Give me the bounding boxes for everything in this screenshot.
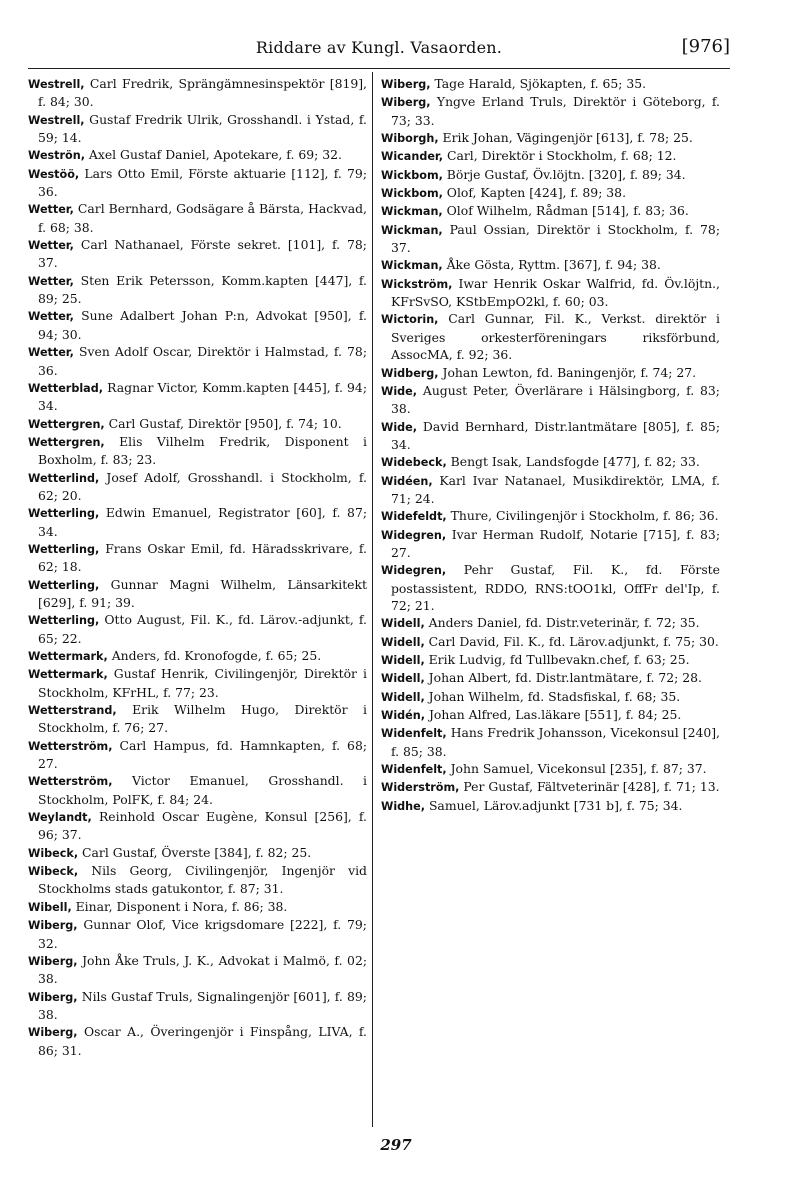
entry-details: Erik Johan, Vägingenjör [613], f. 78; 25. [438, 130, 693, 146]
index-entry [381, 129, 720, 147]
entry-surname: Wibeck, [28, 846, 79, 860]
entry-surname: Wetterling, [28, 614, 100, 628]
entry-details: Carl Nathanael, Förste sekret. [101], f. 78; 37. [38, 237, 367, 271]
entry-details: Axel Gustaf Daniel, Apotekare, f. 69; 32. [84, 147, 342, 163]
index-entry [28, 952, 367, 988]
entry-surname: Wickman, [381, 223, 443, 237]
entry-surname: Widenfelt, [381, 763, 447, 777]
entry-surname: Wetterström, [28, 739, 113, 753]
index-entry [381, 614, 720, 632]
entry-details: Johan Wilhelm, fd. Stadsfiskal, f. 68; 35. [424, 688, 681, 704]
index-entry [381, 184, 720, 202]
index-entry [28, 665, 367, 701]
entry-details: Sven Adolf Oscar, Direktör i Halmstad, f. 78; 36. [38, 344, 367, 378]
index-entry [28, 200, 367, 236]
index-entry [381, 472, 720, 508]
entry-details: Paul Ossian, Direktör i Stockholm, f. 78; 37. [391, 221, 720, 256]
entry-details: Ivar Herman Rudolf, Notarie [715], f. 83; 27. [391, 526, 720, 560]
entry-surname: Widebeck, [381, 456, 447, 470]
entry-surname: Weströn, [28, 149, 85, 163]
entry-details: Iwar Henrik Oskar Walfrid, fd. Öv.löjtn., KFrSvSO, KStbEmpO2kl, f. 60; 03. [391, 275, 720, 310]
entry-surname: Widell, [381, 654, 425, 667]
entry-surname: Wiborgh, [381, 132, 439, 146]
entry-details: Olof Wilhelm, Rådman [514], f. 83; 36. [442, 203, 689, 219]
index-entry [381, 93, 720, 129]
index-entry [28, 540, 367, 576]
index-entry [381, 418, 720, 454]
entry-details: Yngve Erland Truls, Direktör i Göteborg, f. 73; 33. [391, 94, 720, 128]
entry-details: Tage Harald, Sjökapten, f. 65; 35. [430, 76, 647, 91]
entry-details: Lars Otto Emil, Förste aktuarie [112], f. 79; 36. [38, 165, 367, 200]
entry-surname: Wiberg, [381, 78, 431, 91]
entry-surname: Widenfelt, [381, 727, 447, 741]
entry-details: Anders, fd. Kronofogde, f. 65; 25. [107, 648, 322, 663]
index-entry [28, 737, 367, 773]
entry-details: Einar, Disponent i Nora, f. 86; 38. [71, 898, 288, 914]
entry-details: Samuel, Lärov.adjunkt [731 b], f. 75; 34. [425, 797, 683, 813]
index-entry [381, 688, 720, 706]
index-entry [381, 382, 720, 418]
index-entry [28, 469, 367, 505]
entry-details: Sune Adalbert Johan P:n, Advokat [950], f. 94; 30. [38, 308, 367, 342]
entry-surname: Wibeck, [28, 865, 79, 879]
entry-details: David Bernhard, Distr.lantmätare [805], f. 85; 34. [391, 418, 720, 452]
entry-surname: Wettergren, [28, 417, 105, 431]
index-entry [28, 307, 367, 343]
index-entry [381, 778, 720, 796]
entry-details: John Åke Truls, J. K., Advokat i Malmö, f. 02; 38. [38, 952, 367, 987]
entry-details: Åke Gösta, Ryttm. [367], f. 94; 38. [442, 257, 661, 273]
entry-surname: Wetter, [28, 239, 74, 253]
entry-surname: Wickman, [381, 259, 443, 273]
index-entry [28, 808, 367, 844]
index-entry [28, 343, 367, 379]
entry-surname: Westöö, [28, 167, 80, 181]
index-entry [28, 75, 367, 111]
index-entry [28, 111, 367, 147]
entry-surname: Wiberg, [381, 96, 431, 110]
entry-surname: Widell, [381, 690, 425, 704]
entry-details: Josef Adolf, Grosshandl. i Stockholm, f. 62; 20. [38, 469, 367, 503]
entry-details: Per Gustaf, Fältveterinär [428], f. 71; 13. [459, 779, 720, 795]
right-column [381, 75, 720, 815]
entry-details: Oscar A., Överingenjör i Finspång, LIVA, f. 86; 31. [38, 1024, 367, 1058]
index-entry [28, 272, 367, 308]
index-entry [28, 165, 367, 201]
entry-surname: Wetter, [28, 203, 74, 217]
entry-details: Hans Fredrik Johansson, Vicekonsul [240], f. 85; 38. [391, 725, 720, 759]
entry-details: August Peter, Överlärare i Hälsingborg, f. 83; 38. [391, 382, 720, 417]
index-entry [381, 561, 720, 614]
index-entry [28, 988, 367, 1024]
index-entry [28, 433, 367, 469]
index-entry [381, 669, 720, 687]
entry-details: John Samuel, Vicekonsul [235], f. 87; 37. [446, 761, 707, 777]
index-entry [381, 147, 720, 165]
entry-details: Karl Ivar Natanael, Musikdirektör, LMA, f. 71; 24. [391, 472, 720, 506]
entry-surname: Wickbom, [381, 187, 443, 201]
entry-details: Carl David, Fil. K., fd. Lärov.adjunkt, f. 75; 30. [424, 633, 719, 649]
entry-details: Carl, Direktör i Stockholm, f. 68; 12. [443, 148, 677, 164]
entry-details: Carl Gunnar, Fil. K., Verkst. direktör i Sveriges orkesterföreningars riksförbund, AssocMA, f. 92; 36. [391, 311, 720, 363]
index-entry [28, 576, 367, 612]
entry-surname: Widberg, [381, 366, 439, 380]
left-column [28, 75, 367, 1059]
entry-details: Carl Hampus, fd. Hamnkapten, f. 68; 27. [38, 737, 367, 772]
entry-surname: Wetterlind, [28, 471, 100, 485]
entry-surname: Wetter, [28, 346, 74, 360]
entry-surname: Wetter, [28, 274, 74, 288]
index-entry [381, 760, 720, 778]
entry-surname: Wibell, [28, 900, 72, 914]
entry-surname: Wetterling, [28, 507, 100, 521]
index-entry [381, 221, 720, 257]
index-entry [28, 701, 367, 737]
index-entry [381, 797, 720, 815]
entry-details: Erik Ludvig, fd Tullbevakn.chef, f. 63; 25. [424, 652, 690, 667]
entry-surname: Wettermark, [28, 668, 108, 682]
entry-surname: Wetterstrand, [28, 704, 117, 718]
index-entry [28, 1023, 367, 1059]
index-entry [28, 415, 367, 433]
entry-surname: Widegren, [381, 564, 447, 578]
entry-surname: Wiberg, [28, 954, 78, 968]
index-entry [381, 364, 720, 382]
entry-details: Elis Vilhelm Fredrik, Disponent i Boxholm, f. 83; 23. [38, 433, 367, 468]
entry-details: Carl Gustaf, Överste [384], f. 82; 25. [78, 844, 312, 860]
index-entry [28, 146, 367, 164]
index-entry [381, 275, 720, 311]
footer-page-number: 297 [380, 1136, 412, 1154]
index-entry [381, 75, 720, 93]
entry-surname: Widegren, [381, 528, 447, 542]
entry-surname: Wickman, [381, 205, 443, 219]
entry-surname: Widell, [381, 672, 425, 686]
entry-details: Frans Oskar Emil, fd. Häradsskrivare, f. 62; 18. [38, 540, 367, 575]
entry-details: Reinhold Oscar Eugène, Konsul [256], f. 96; 37. [38, 809, 367, 843]
entry-surname: Wickström, [381, 277, 453, 291]
entry-surname: Wettermark, [28, 650, 108, 663]
entry-surname: Wickbom, [381, 168, 443, 182]
entry-surname: Wictorin, [381, 313, 439, 327]
entry-details: Gustaf Henrik, Civilingenjör, Direktör i Stockholm, KFrHL, f. 77; 23. [38, 666, 367, 700]
index-entry [28, 236, 367, 272]
index-entry [381, 724, 720, 760]
entry-surname: Wetter, [28, 310, 74, 324]
entry-details: Gunnar Magni Wilhelm, Länsarkitekt [629], f. 91; 39. [38, 576, 367, 610]
entry-details: Otto August, Fil. K., fd. Lärov.-adjunkt, f. 65; 22. [38, 612, 367, 646]
entry-details: Erik Wilhelm Hugo, Direktör i Stockholm, f. 76; 27. [38, 702, 367, 736]
entry-details: Johan Lewton, fd. Baningenjör, f. 74; 27. [438, 364, 697, 380]
index-entry [381, 633, 720, 651]
index-entry [381, 202, 720, 220]
index-entry [28, 844, 367, 862]
index-entry [381, 526, 720, 562]
index-entry [381, 453, 720, 471]
entry-details: Nils Georg, Civilingenjör, Ingenjör vid Stockholms stads gatukontor, f. 87; 31. [38, 863, 367, 897]
entry-details: Anders Daniel, fd. Distr.veterinär, f. 72; 35. [424, 615, 700, 631]
column-divider [372, 72, 373, 1127]
index-entry [381, 507, 720, 525]
index-entry [28, 611, 367, 647]
header-rule [28, 68, 730, 69]
index-entry [381, 256, 720, 274]
index-entry [28, 504, 367, 540]
index-entry [381, 651, 720, 669]
index-entry [28, 898, 367, 916]
entry-surname: Wiberg, [28, 919, 78, 933]
entry-details: Thure, Civilingenjör i Stockholm, f. 86; 36. [446, 508, 719, 524]
entry-surname: Weylandt, [28, 811, 92, 825]
entry-surname: Wiberg, [28, 1026, 78, 1040]
header-page-number: [976] [681, 36, 730, 57]
entry-details: Edwin Emanuel, Registrator [60], f. 87; 34. [38, 505, 367, 539]
entry-details: Ragnar Victor, Komm.kapten [445], f. 94; 34. [38, 379, 367, 414]
entry-surname: Wiberg, [28, 990, 78, 1004]
index-entry [381, 706, 720, 724]
entry-details: Johan Alfred, Las.läkare [551], f. 84; 25. [425, 707, 682, 723]
entry-details: Börje Gustaf, Öv.löjtn. [320], f. 89; 34. [442, 166, 686, 182]
entry-details: Gunnar Olof, Vice krigsdomare [222], f. 79; 32. [38, 917, 367, 951]
entry-details: Gustaf Fredrik Ulrik, Grosshandl. i Ystad, f. 59; 14. [38, 111, 367, 146]
index-entry [28, 916, 367, 952]
entry-surname: Wetterling, [28, 578, 100, 592]
entry-details: Carl Bernhard, Godsägare å Bärsta, Hackvad, f. 68; 38. [38, 201, 367, 235]
entry-details: Carl Gustaf, Direktör [950], f. 74; 10. [104, 415, 342, 431]
entry-details: Victor Emanuel, Grosshandl. i Stockholm, PolFK, f. 84; 24. [38, 773, 367, 807]
entry-details: Johan Albert, fd. Distr.lantmätare, f. 72; 28. [424, 670, 702, 686]
entry-surname: Widefeldt, [381, 510, 447, 524]
entry-surname: Widhe, [381, 799, 425, 813]
index-entry [381, 310, 720, 363]
entry-details: Bengt Isak, Landsfogde [477], f. 82; 33. [446, 454, 700, 470]
entry-surname: Wetterling, [28, 542, 100, 556]
index-entry [381, 166, 720, 184]
entry-details: Nils Gustaf Truls, Signalingenjör [601], f. 89; 38. [38, 988, 367, 1022]
entry-details: Olof, Kapten [424], f. 89; 38. [442, 185, 627, 201]
entry-surname: Wetterström, [28, 775, 113, 789]
entry-details: Carl Fredrik, Sprängämnesinspektör [819], f. 84; 30. [38, 76, 367, 110]
entry-surname: Widell, [381, 635, 425, 649]
entry-surname: Widén, [381, 709, 425, 723]
entry-surname: Wide, [381, 384, 418, 398]
entry-details: Pehr Gustaf, Fil. K., fd. Förste postassistent, RDDO, RNS:tOO1kl, OffFr del'Ip, f. 72; 21. [391, 562, 720, 613]
index-entry [28, 647, 367, 665]
entry-surname: Westrell, [28, 78, 85, 91]
index-entry [28, 379, 367, 415]
entry-surname: Wide, [381, 420, 418, 434]
entry-surname: Wettergren, [28, 435, 105, 449]
index-entry [28, 772, 367, 808]
entry-surname: Widéen, [381, 474, 433, 488]
page-title: Riddare av Kungl. Vasaorden. [255, 38, 503, 57]
entry-surname: Widerström, [381, 781, 460, 795]
entry-surname: Westrell, [28, 113, 85, 127]
page-header [28, 38, 730, 66]
entry-surname: Wicander, [381, 150, 444, 164]
index-entry [28, 862, 367, 898]
entry-details: Sten Erik Petersson, Komm.kapten [447], f. 89; 25. [38, 272, 367, 307]
entry-surname: Widell, [381, 617, 425, 631]
entry-surname: Wetterblad, [28, 381, 103, 395]
